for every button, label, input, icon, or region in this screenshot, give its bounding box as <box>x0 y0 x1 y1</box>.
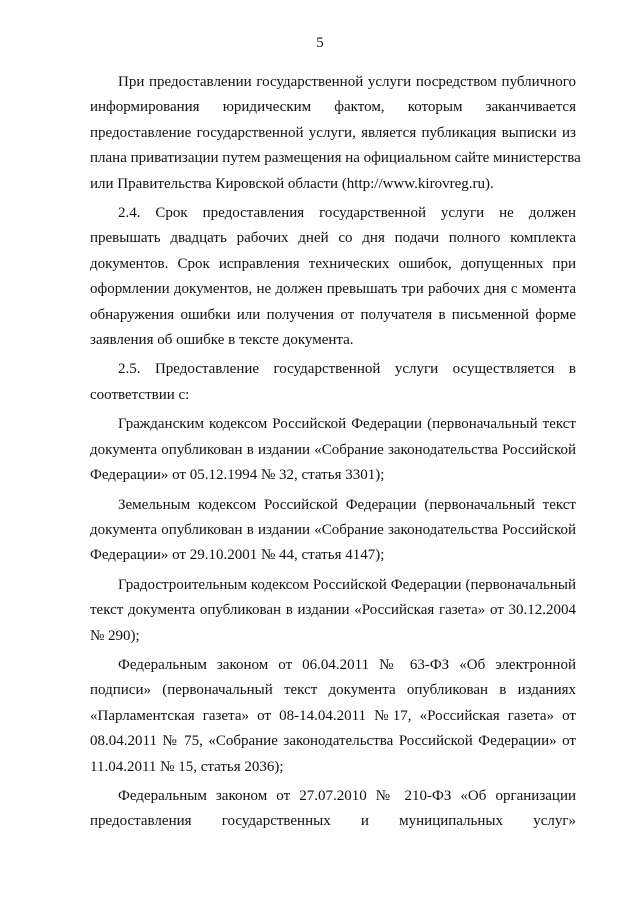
text-line: Градостроительным кодексом Российской Федерации (первоначальный <box>118 576 576 593</box>
paragraph-civil-code <box>90 412 576 488</box>
text-line: заявления об ошибке в тексте документа. <box>90 332 354 349</box>
paragraph-2-4 <box>90 201 576 353</box>
text-line: превышать двадцать рабочих дней со дня подачи полного комплекта <box>90 230 576 247</box>
paragraph-public-info <box>90 70 581 197</box>
document-body <box>90 70 581 839</box>
text-line: обнаружения ошибки или получения от получателя в письменной форме <box>90 306 576 323</box>
text-line: 2.5. Предоставление государственной услуги осуществляется в <box>118 361 576 378</box>
text-line: или Правительства Кировской области (http://www.kirovreg.ru). <box>90 175 494 192</box>
text-line: оформлении документов, не должен превышать три рабочих дня с момента <box>90 281 576 298</box>
text-line: Земельным кодексом Российской Федерации (первоначальный текст <box>118 496 576 513</box>
paragraph-land-code <box>90 493 576 569</box>
text-line: Федеральным законом от 27.07.2010 № 210-ФЗ «Об организации <box>118 787 576 804</box>
paragraph-2-5 <box>90 357 576 408</box>
paragraph-law-210fz <box>90 784 576 835</box>
text-line: Федерации» от 05.12.1994 № 32, статья 3301); <box>90 467 385 484</box>
text-line: 2.4. Срок предоставления государственной услуги не должен <box>118 205 576 222</box>
text-line: № 290); <box>90 627 140 644</box>
text-line: Гражданским кодексом Российской Федерации (первоначальный текст <box>118 416 576 433</box>
text-line: Федерации» от 29.10.2001 № 44, статья 4147); <box>90 547 385 564</box>
text-line: текст документа опубликован в издании «Российская газета» от 30.12.2004 <box>90 602 576 619</box>
text-line: подписи» (первоначальный текст документа опубликован в изданиях <box>90 682 576 699</box>
text-line: документа опубликован в издании «Собрание законодательства Российской <box>90 521 576 538</box>
text-line: предоставления государственных и муниципальных услуг» <box>90 813 576 830</box>
text-line: Федеральным законом от 06.04.2011 № 63-ФЗ «Об электронной <box>118 656 576 673</box>
text-line: информирования юридическим фактом, которым заканчивается <box>90 99 576 116</box>
text-line: «Парламентская газета» от 08-14.04.2011 №17, «Российская газета» от <box>90 707 576 724</box>
text-line: соответствии с: <box>90 386 190 403</box>
text-line: документов. Срок исправления технических ошибок, допущенных при <box>90 255 576 272</box>
text-line: предоставление государственной услуги, является публикация выписки из <box>90 124 576 141</box>
page-number: 5 <box>316 35 324 51</box>
paragraph-law-63fz <box>90 653 576 780</box>
text-line: 11.04.2011 № 15, статья 2036); <box>90 758 284 775</box>
paragraph-urban-code <box>90 573 576 649</box>
text-line: документа опубликован в издании «Собрание законодательства Российской <box>90 441 576 458</box>
text-line: При предоставлении государственной услуги посредством публичного <box>118 74 576 90</box>
text-line: 08.04.2011 № 75, «Собрание законодательства Российской Федерации» от <box>90 733 576 750</box>
text-line: плана приватизации путем размещения на официальном сайте министерства <box>90 150 581 167</box>
